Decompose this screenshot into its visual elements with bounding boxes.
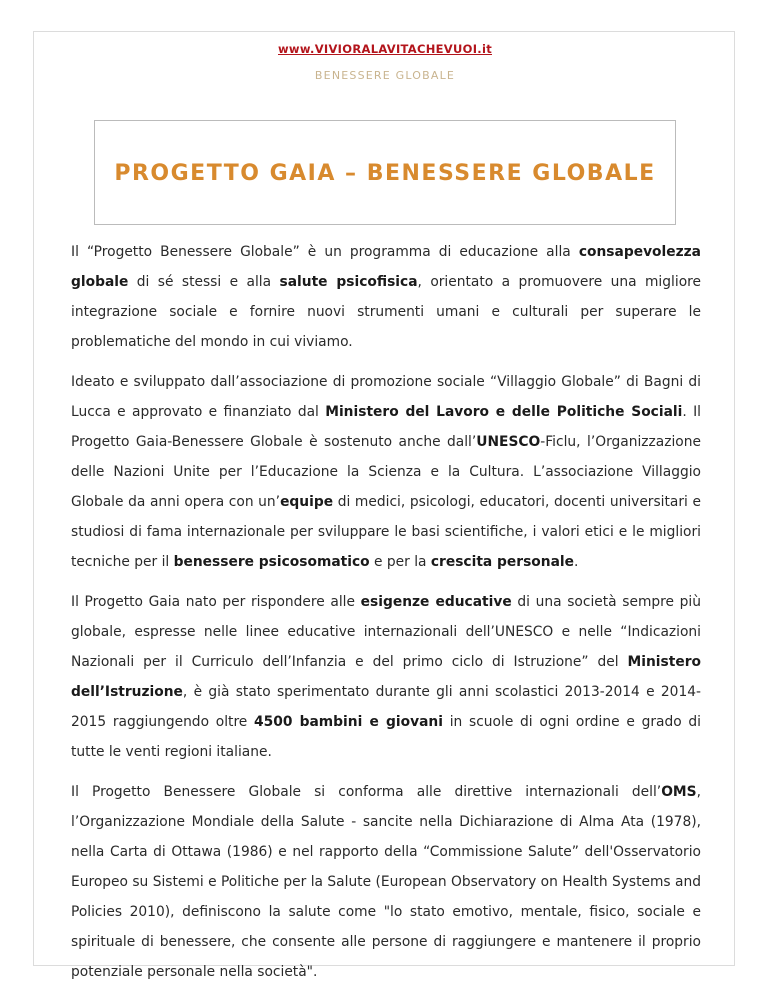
paragraph-3: [71, 587, 701, 767]
text-run: -Ficlu, l’Organizzazione delle Nazioni Unite per l’Educazione la Scienza e la Cultura. L’associazione Villaggio Globale da anni opera con un’: [71, 434, 701, 510]
site-link[interactable]: www.VIVIORALAVITACHEVUOI.it: [278, 42, 492, 56]
text-run: Il Progetto Benessere Globale si conforma alle direttive internazionali dell’: [71, 784, 662, 800]
body-text: [71, 237, 701, 997]
text-run: in scuole di ogni ordine e grado di tutte le venti regioni italiane.: [71, 714, 701, 760]
bold-phrase: OMS: [661, 784, 697, 800]
text-run: .: [574, 554, 579, 570]
bold-phrase: Ministero dell’Istruzione: [71, 654, 701, 700]
bold-phrase: Ministero del Lavoro e delle Politiche Sociali: [325, 404, 683, 420]
paragraph-4: [71, 777, 701, 987]
bold-phrase: benessere psicosomatico: [173, 554, 370, 570]
bold-phrase: esigenze educative: [360, 594, 512, 610]
text-run: di sé stessi e alla: [128, 274, 280, 290]
text-run: . Il Progetto Gaia-Benessere Globale è sostenuto anche dall’: [71, 404, 701, 450]
text-run: Il Progetto Gaia nato per rispondere alle: [71, 594, 361, 610]
bold-phrase: salute psicofisica: [279, 274, 418, 290]
page-title: PROGETTO GAIA – BENESSERE GLOBALE: [114, 161, 656, 186]
text-run: , è già stato sperimentato durante gli anni scolastici 2013-2014 e 2014-2015 raggiungendo oltre: [71, 684, 701, 730]
paragraph-2: [71, 367, 701, 577]
bold-phrase: crescita personale: [430, 554, 574, 570]
text-run: Il “Progetto Benessere Globale” è un programma di educazione alla: [71, 244, 579, 260]
bold-phrase: consapevolezza globale: [71, 244, 701, 290]
text-run: e per la: [369, 554, 431, 570]
bold-phrase: UNESCO: [476, 434, 541, 450]
text-run: di medici, psicologi, educatori, docenti universitari e studiosi di fama internazionale per sviluppare le basi scientifiche, i valori etici e le migliori tecniche per il: [71, 494, 701, 570]
title-box: [94, 120, 676, 225]
text-run: , l’Organizzazione Mondiale della Salute - sancite nella Dichiarazione di Alma Ata (1978), nella Carta di Ottawa (1986) e nel rapporto della “Commissione Salute” dell'Osservatorio Europeo su Sistemi e Politiche per la Salute (European Observatory on Health Systems and Policies 2010), definiscono la salute come "lo stato emotivo, mentale, fisico, sociale e spirituale di benessere, che consente alle persone di raggiungere e mantenere il proprio potenziale personale nella società".: [71, 784, 701, 980]
text-run: Ideato e sviluppato dall’associazione di promozione sociale “Villaggio Globale” di Bagni di Lucca e approvato e finanziato dal: [71, 374, 701, 420]
text-run: di una società sempre più globale, espresse nelle linee educative internazionali dell’UNESCO e nelle “Indicazioni Nazionali per il Curriculo dell’Infanzia e del primo ciclo di Istruzione” del: [71, 594, 702, 670]
bold-phrase: 4500 bambini e giovani: [254, 714, 443, 730]
paragraph-1: [71, 237, 701, 357]
document-page: [33, 31, 735, 980]
section-label: BENESSERE GLOBALE: [314, 69, 456, 82]
text-run: , orientato a promuovere una migliore integrazione sociale e fornire nuovi strumenti umani e culturali per superare le problematiche del mondo in cui viviamo.: [71, 274, 701, 350]
bold-phrase: equipe: [280, 494, 334, 510]
